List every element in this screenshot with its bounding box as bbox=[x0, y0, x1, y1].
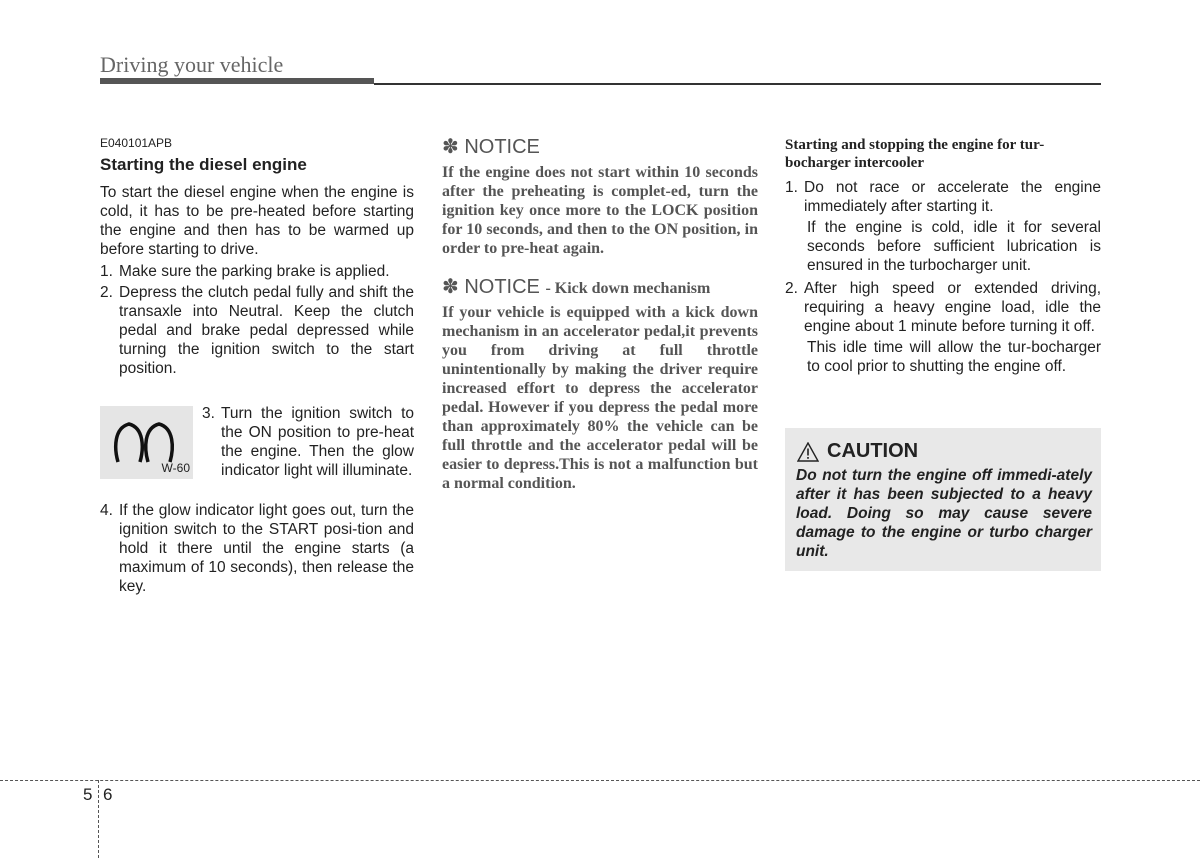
step-3: 3. Turn the ignition switch to the ON position to pre-heat the engine. Then the glow indicator light will illuminate. bbox=[202, 405, 414, 479]
footer-divider bbox=[98, 780, 99, 858]
glow-plug-indicator-icon bbox=[112, 418, 182, 466]
glow-indicator-figure bbox=[100, 406, 193, 479]
header-rule bbox=[374, 83, 1101, 85]
turbo-item-2: 2. After high speed or extended driving, requiring a heavy engine load, idle the engine about 1 minute before turning it off. bbox=[785, 280, 1101, 335]
diesel-start-section bbox=[100, 136, 414, 380]
footer-rule bbox=[0, 780, 1200, 781]
header-bar bbox=[100, 78, 374, 84]
notice-heading: ✽ NOTICE bbox=[442, 136, 540, 158]
step-4: 4. If the glow indicator light goes out, turn the ignition switch to the START posi-tion and hold it there until the engine starts (a maximum of 10 seconds), then release the key. bbox=[100, 502, 414, 595]
turbo-heading: Starting and stopping the engine for tur-bocharger intercooler bbox=[785, 137, 1045, 171]
chapter-number: 5 bbox=[83, 785, 93, 804]
notice-kickdown-subtitle: - Kick down mechanism bbox=[545, 280, 711, 297]
section-heading: Starting the diesel engine bbox=[100, 155, 307, 174]
step-1: 1. Make sure the parking brake is applied. bbox=[100, 263, 390, 280]
caution-box bbox=[785, 428, 1101, 571]
notices-column bbox=[442, 134, 758, 509]
page-number: 6 bbox=[103, 785, 113, 804]
turbo-item-1: 1. Do not race or accelerate the engine immediately after starting it. bbox=[785, 179, 1101, 215]
indicator-label: W-60 bbox=[161, 461, 190, 475]
section-code: E040101APB bbox=[100, 136, 173, 150]
notice-kickdown-text: If your vehicle is equipped with a kick down mechanism in an accelerator pedal,it prevents you from driving at full throttle unintentionally by making the driver require increased effort to depress the accelerator pedal. However if you depress the pedal more than approximately 80% the vehicle can be full throttle and the accelerator pedal will be easier to depress.This is not a malfunction but a normal condition. bbox=[442, 304, 758, 492]
section-intro: To start the diesel engine when the engine is cold, it has to be pre-heated before starting the engine and then has to be warmed up before starting to drive. bbox=[100, 184, 414, 258]
turbo-section bbox=[785, 136, 1101, 380]
caution-text: Do not turn the engine off immedi-ately after it has been subjected to a heavy load. Doing so may cause severe damage to the engine or turbo charger unit. bbox=[796, 467, 1092, 560]
caution-heading: CAUTION bbox=[797, 440, 918, 463]
page-header-title: Driving your vehicle bbox=[100, 52, 284, 77]
notice-text: If the engine does not start within 10 seconds after the preheating is complet-ed, turn the ignition key once more to the LOCK position for 10 seconds, and then to the ON position, in order to pre-heat again. bbox=[442, 164, 758, 257]
notice-kickdown-heading: ✽ NOTICE - Kick down mechanism bbox=[442, 276, 711, 298]
turbo-item-1-note: If the engine is cold, idle it for several seconds before sufficient lubrication is ensured in the turbocharger unit. bbox=[807, 219, 1101, 274]
warning-triangle-icon bbox=[797, 442, 819, 462]
turbo-item-2-note: This idle time will allow the tur-bocharger to cool prior to shutting the engine off. bbox=[807, 339, 1101, 375]
step-2: 2. Depress the clutch pedal fully and shift the transaxle into Neutral. Keep the clutch pedal and brake pedal depressed while turning the ignition switch to the start position. bbox=[100, 284, 414, 377]
